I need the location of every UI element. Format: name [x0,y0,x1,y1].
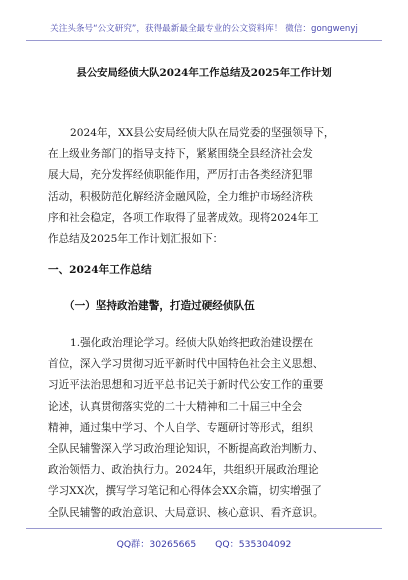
footer-banner [0,536,408,550]
intro-line: 序和社会稳定，各项工作取得了显著成效。现将2024年工 [48,211,319,224]
intro-line: 活动，积极防范化解经济金融风险，全力维护市场经济秩 [48,190,313,203]
item1-paragraph [48,333,360,524]
document-title: 县公安局经侦大队2024年工作总结及2025年工作计划 [76,67,332,79]
section-heading: 一、2024年工作总结 [48,264,152,276]
item1-line: 1.强化政治理论学习。经侦大队始终把政治建设摆在 [70,337,314,349]
header-banner: 关注头条号“公文研究”，获得最新最全最专业的公文资料库！ 微信：gongwenyj [50,24,358,34]
item1-line: 论述，认真贯彻落实党的二十大精神和二十届三中全会 [48,400,303,413]
qq-text: QQ：535304092 [215,539,292,550]
item1-line: 习近平法治思想和习近平总书记关于新时代公安工作的重要 [48,379,324,392]
item1-line: 政治领悟力、政治执行力。2024年，共组织开展政治理论 [48,464,319,477]
footer-divider [26,528,382,529]
intro-line: 在上级业务部门的指导支持下，紧紧围绕全县经济社会发 [48,148,313,161]
intro-line: 2024年，XX县公安局经侦大队在局党委的坚强领导下， [70,127,335,139]
intro-line: 作总结及2025年工作计划汇报如下： [48,233,224,246]
qq-group-text: QQ群：30265665 [116,539,197,550]
item1-line: 全队民辅警深入学习政治理论知识，不断提高政治判断力、 [48,443,324,456]
subsection-heading: （一）坚持政治建警，打造过硬经侦队伍 [64,300,255,312]
item1-line: 学习XX次，撰写学习笔记和心得体会XX余篇，切实增强了 [48,485,322,498]
intro-line: 展大局，充分发挥经侦职能作用，严厉打击各类经济犯罪 [48,169,313,182]
item1-line: 精神，通过集中学习、个人自学、专题研讨等形式，组织 [48,421,313,434]
header-divider [26,40,382,41]
item1-line: 全队民辅警的政治意识、大局意识、核心意识、看齐意识。 [48,506,324,519]
intro-paragraph [48,123,360,250]
item1-line: 首位，深入学习贯彻习近平新时代中国特色社会主义思想、 [48,358,324,371]
